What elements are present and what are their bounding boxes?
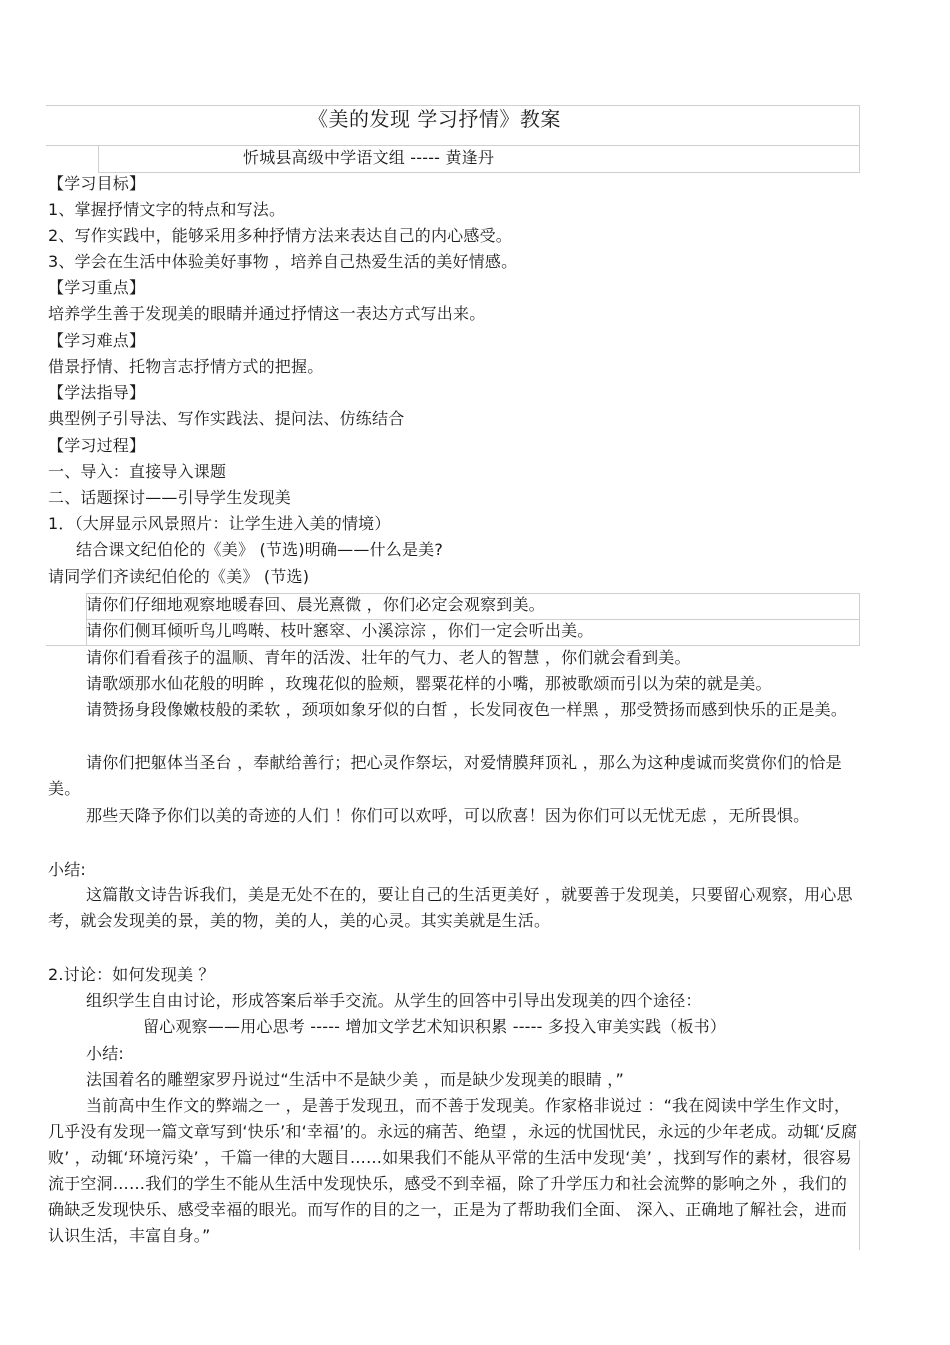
goal-item: 3、学会在生活中体验美好事物 ，培养自己热爱生活的美好情感。 (48, 252, 518, 271)
rule (46, 145, 860, 146)
poem-paragraph: 那些天降予你们以美的奇迹的人们 ！你们可以欢呼，可以欣喜！因为你们可以无忧无虑 ，无所畏惧。 (86, 806, 810, 825)
goal-item: 2、写作实践中，能够采用多种抒情方法来表达自己的内心感受。 (48, 226, 512, 245)
rodin-quote: 法国着名的雕塑家罗丹说过“生活中不是缺少美 ，而是缺少发现美的眼睛 ，” (86, 1070, 624, 1089)
read-aloud: 请同学们齐读纪伯伦的《美》 (节选) (48, 567, 310, 586)
process-heading: 【学习过程】 (48, 436, 146, 455)
summary2-label: 小结: (86, 1044, 124, 1063)
topic-heading: 二、话题探讨——引导学生发现美 (48, 488, 292, 507)
method-text: 典型例子引导法、写作实践法、提问法、仿练结合 (48, 409, 405, 428)
goal-item: 1、掌握抒情文字的特点和写法。 (48, 200, 286, 219)
rule (86, 619, 860, 620)
step-1: 1．（大屏显示风景照片：让学生进入美的情境） (48, 514, 391, 533)
poem-line: 请你们侧耳倾听鸟儿鸣啭、枝叶窸窣、小溪淙淙 ，你们一定会听出美。 (86, 621, 594, 640)
rule (98, 145, 99, 172)
poem-paragraph: 请你们把躯体当圣台 ，奉献给善行；把心灵作祭坛，对爱情膜拜顶礼 ，那么为这种虔诚而奖赏你们的恰是美。 (48, 753, 842, 798)
rule (859, 105, 860, 145)
rule (98, 172, 860, 173)
poem-line: 请你们仔细地观察地暖春回、晨光熹微 ，你们必定会观察到美。 (86, 595, 545, 614)
ways-of-finding-beauty: 留心观察——用心思考 ----- 增加文学艺术知识积累 ----- 多投入审美实践（板书） (143, 1017, 727, 1036)
process-intro: 一、导入：直接导入课题 (48, 462, 227, 481)
rule (86, 593, 860, 594)
summary-text: 这篇散文诗告诉我们，美是无处不在的，要让自己的生活更美好 ，就要善于发现美，只要留心观察，用心思考，就会发现美的景，美的物，美的人，美的心灵。其实美就是生活。 (48, 885, 853, 930)
poem-line: 请你们看看孩子的温顺、青年的活泼、壮年的气力、老人的智慧 ，你们就会看到美。 (86, 648, 691, 667)
poem-paragraph: 请赞扬身段像嫩枝般的柔软 ，颈项如象牙似的白皙 ，长发同夜色一样黑 ，那受赞扬而感到快乐的正是美。 (86, 700, 848, 719)
rule (859, 145, 860, 172)
step-1-sub: 结合课文纪伯伦的《美》 (节选)明确——什么是美? (76, 540, 444, 559)
method-heading: 【学法指导】 (48, 383, 146, 402)
step-2-text: 组织学生自由讨论，形成答案后举手交流。从学生的回答中引导出发现美的四个途径： (86, 991, 702, 1010)
difficulty-text: 借景抒情、托物言志抒情方式的把握。 (48, 357, 324, 376)
goals-heading: 【学习目标】 (48, 174, 146, 193)
rule (46, 645, 860, 646)
summary-label: 小结: (48, 860, 86, 879)
final-paragraph: 当前高中生作文的弊端之一 ，是善于发现丑，而不善于发现美。作家格非说过 ：“我在阅读中学生作文时，几乎没有发现一篇文章写到‘快乐’和‘幸福’的。永远的痛苦、绝望 ，永远的忧国忧民，永远的少年老成。动辄‘反腐败’ ，动辄‘环境污染’ ，千篇一律的大题目……如果我们不能从平常的生活中发现‘美’ ，找到写作的素材，很容易流于空洞……我们的学生不能从生活中发现快乐，感受不到幸福，除了升学压力和社会流弊的影响之外 ，我们的确缺乏发现快乐、感受幸福的眼光。而写作的目的之一，正是为了帮助我们全面、 深入、正确地了解社会，进而认识生活，丰富自身。” (48, 1096, 858, 1245)
focus-heading: 【学习重点】 (48, 278, 146, 297)
poem-line: 请歌颂那水仙花般的明眸 ，玫瑰花似的脸颊，罂粟花样的小嘴，那被歌颂而引以为荣的就是美。 (86, 674, 772, 693)
document-title: 《美的发现 学习抒情》教案 (308, 107, 561, 131)
focus-text: 培养学生善于发现美的眼睛并通过抒情这一表达方式写出来。 (48, 304, 486, 323)
step-2: 2.讨论：如何发现美 ？ (48, 965, 215, 984)
author-line: 忻城县高级中学语文组 ----- 黄逢丹 (243, 148, 495, 167)
difficulty-heading: 【学习难点】 (48, 331, 146, 350)
